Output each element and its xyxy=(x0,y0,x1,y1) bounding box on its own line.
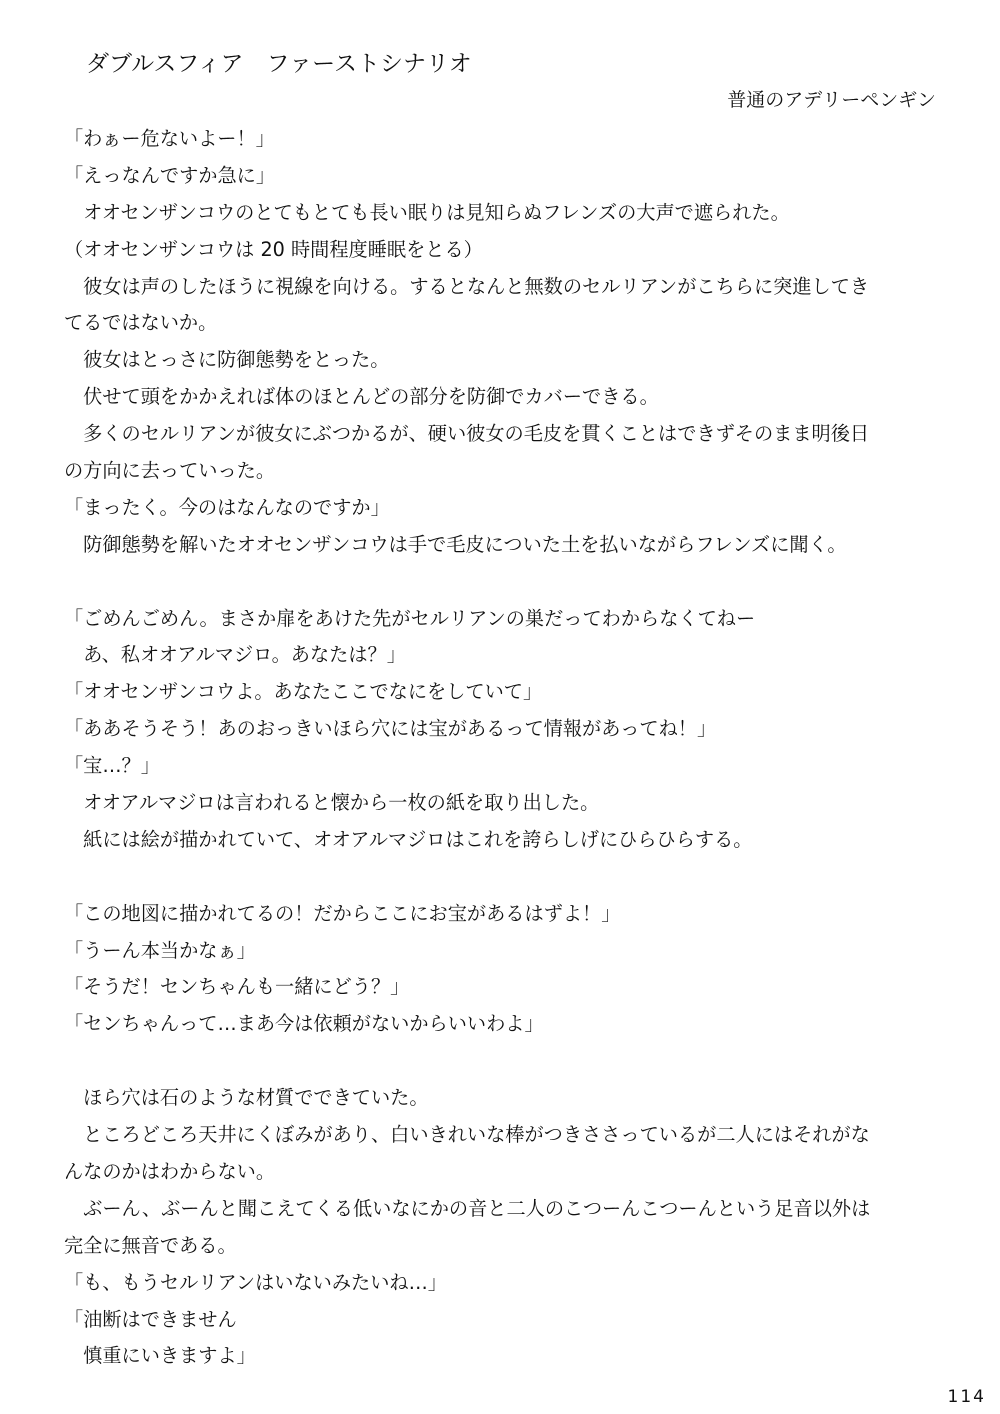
text-line: 紙には絵が描かれていて、オオアルマジロはこれを誇らしげにひらひらする。 xyxy=(64,827,753,851)
text-line: 「うーん本当かなぁ」 xyxy=(64,938,256,962)
text-line: 「えっなんですか急に」 xyxy=(64,163,276,187)
text-line: ところどころ天井にくぼみがあり、白いきれいな棒がつきささっているが二人にはそれがな xyxy=(64,1123,870,1147)
text-line: 「まったく。今のはなんなのですか」 xyxy=(64,495,390,519)
text-line: 「わぁー危ないよー！」 xyxy=(64,127,275,150)
text-line: 「も、もうセルリアンはいないみたいね…」 xyxy=(64,1270,447,1294)
document-title: ダブルスフィア ファーストシナリオ xyxy=(86,51,472,77)
text-line: 「宝…？」 xyxy=(64,754,160,778)
text-line: 「オオセンザンコウよ。あなたここでなにをしていて」 xyxy=(64,680,543,704)
blank-line xyxy=(64,859,944,896)
text-line: 多くのセルリアンが彼女にぶつかるが、硬い彼女の毛皮を貫くことはできずそのまま明後日 xyxy=(64,422,870,446)
text-line: 「センちゃんって…まあ今は依頼がないからいいわよ」 xyxy=(64,1012,544,1036)
text-line: （オオセンザンコウは 20 時間程度睡眠をとる） xyxy=(64,237,483,261)
text-line: てるではないか。 xyxy=(64,311,218,335)
text-line: 完全に無音である。 xyxy=(64,1233,237,1257)
page-number: 114 xyxy=(947,1387,986,1407)
text-line: オオセンザンコウのとてもとても長い眠りは見知らぬフレンズの大声で遮られた。 xyxy=(64,200,790,224)
text-line: 「ごめんごめん。まさか扉をあけた先がセルリアンの巣だってわからなくてねー xyxy=(64,606,756,630)
text-line: んなのかはわからない。 xyxy=(64,1159,276,1183)
text-line: 伏せて頭をかかえれば体のほとんどの部分を防御でカバーできる。 xyxy=(64,385,659,409)
body-text xyxy=(64,121,944,1375)
text-line: 慎重にいきますよ」 xyxy=(64,1344,256,1368)
text-line: あ、私オオアルマジロ。あなたは？」 xyxy=(64,643,406,667)
blank-line xyxy=(64,564,944,601)
text-line: 彼女は声のしたほうに視線を向ける。するとなんと無数のセルリアンがこちらに突進してき xyxy=(64,274,870,298)
text-line: 防御態勢を解いたオオセンザンコウは手で毛皮についた土を払いながらフレンズに聞く。 xyxy=(64,532,847,556)
text-line: オオアルマジロは言われると懐から一枚の紙を取り出した。 xyxy=(64,791,600,815)
text-line: 「そうだ！センちゃんも一緒にどう？」 xyxy=(64,975,410,999)
text-line: ぶーん、ぶーんと聞こえてくる低いなにかの音と二人のこつーんこつーんという足音以外は xyxy=(64,1196,871,1220)
text-line: 「油断はできません xyxy=(64,1307,237,1331)
author-name: 普通のアデリーペンギン xyxy=(727,89,936,111)
text-line: 「ああそうそう！あのおっきいほら穴には宝があるって情報があってね！」 xyxy=(64,717,717,741)
text-line: 「この地図に描かれてるの！だからここにお宝があるはずよ！」 xyxy=(64,901,621,925)
text-line: 彼女はとっさに防御態勢をとった。 xyxy=(64,348,390,372)
blank-line xyxy=(64,1043,944,1080)
text-line: の方向に去っていった。 xyxy=(64,459,276,483)
text-line: ほら穴は石のような材質でできていた。 xyxy=(64,1086,429,1110)
